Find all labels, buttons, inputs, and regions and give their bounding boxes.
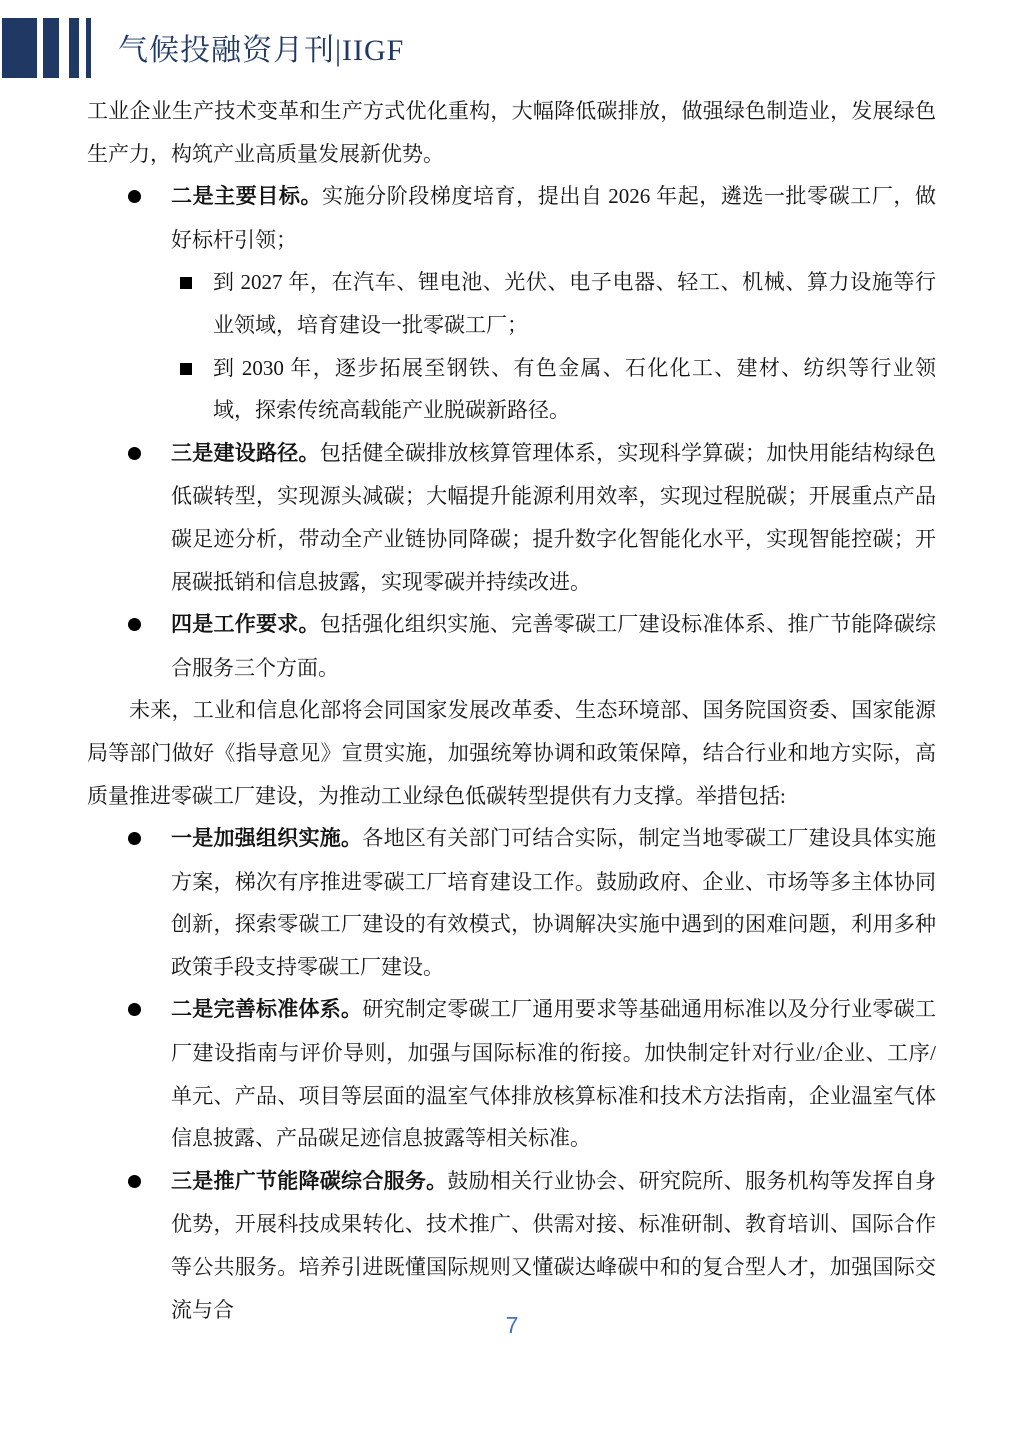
- bullet-dot-icon: [128, 618, 141, 631]
- continuation-paragraph: 工业企业生产技术变革和生产方式优化重构，大幅降低碳排放，做强绿色制造业，发展绿色生产力，构筑产业高质量发展新优势。: [87, 99, 936, 166]
- bullet-lead: 三是建设路径。: [171, 441, 320, 465]
- bullet-lead: 三是推广节能降碳综合服务。: [171, 1169, 448, 1193]
- bullet-text: [171, 817, 936, 988]
- bullet-lead: 二是完善标准体系。: [171, 998, 363, 1022]
- logo-bar-icon: [86, 18, 91, 78]
- bullet-text: [171, 1160, 936, 1331]
- future-plans-paragraph: 未来，工业和信息化部将会同国家发展改革委、生态环境部、国务院国资委、国家能源局等部门做好《指导意见》宣贯实施，加强统筹协调和政策保障，结合行业和地方实际，高质量推进零碳工厂建设，为推动工业绿色低碳转型提供有力支撑。举措包括:: [87, 698, 936, 808]
- sub-bullet-text: 到 2030 年，逐步拓展至钢铁、有色金属、石化化工、建材、纺织等行业领域，探索传统高载能产业脱碳新路径。: [213, 355, 936, 423]
- bullet-text: [171, 175, 936, 261]
- iigf-logo-icon: [2, 18, 97, 78]
- bullet-item-strengthen-implementation: [87, 817, 936, 988]
- bullet-body: 鼓励相关行业协会、研究院所、服务机构等发挥自身优势，开展科技成果转化、技术推广、供需对接、标准研制、教育培训、国际合作等公共服务。培养引进既懂国际规则又懂碳达峰碳中和的复合型人才，加强国际交流与合: [171, 1168, 936, 1322]
- bullet-text: [171, 432, 936, 603]
- sub-bullet-text: 到 2027 年，在汽车、锂电池、光伏、电子电器、轻工、机械、算力设施等行业领域，培育建设一批零碳工厂；: [213, 270, 936, 337]
- logo-bar-icon: [2, 18, 37, 78]
- sub-bullet-item-2027: [87, 261, 936, 346]
- journal-title: 气候投融资月刊|IIGF: [118, 34, 405, 67]
- bullet-lead: 四是工作要求。: [171, 613, 320, 637]
- bullet-body: 研究制定零碳工厂通用要求等基础通用标准以及分行业零碳工厂建设指南与评价导则，加强与国际标准的衔接。加快制定针对行业/企业、工序/单元、产品、项目等层面的温室气体排放核算标准和技术方法指南，企业温室气体信息披露、产品碳足迹信息披露等相关标准。: [171, 997, 937, 1151]
- bullet-item-construction-path: [87, 432, 936, 603]
- bullet-item-standards-system: [87, 988, 936, 1159]
- bullet-item-work-requirements: [87, 603, 936, 689]
- bullet-item-main-goals: [87, 175, 936, 261]
- bullet-body: 各地区有关部门可结合实际，制定当地零碳工厂建设具体实施方案，梯次有序推进零碳工厂培育建设工作。鼓励政府、企业、市场等多主体协同创新，探索零碳工厂建设的有效模式，协调解决实施中遇到的困难问题，利用多种政策手段支持零碳工厂建设。: [171, 826, 937, 979]
- bullet-body: 包括强化组织实施、完善零碳工厂建设标准体系、推广节能降碳综合服务三个方面。: [171, 612, 937, 680]
- bullet-dot-icon: [128, 190, 141, 203]
- bullet-item-comprehensive-services: [87, 1160, 936, 1331]
- bullet-body: 包括健全碳排放核算管理体系，实现科学算碳；加快用能结构绿色低碳转型，实现源头减碳；大幅提升能源利用效率，实现过程脱碳；开展重点产品碳足迹分析，带动全产业链协同降碳；提升数字化智能化水平，实现智能控碳；开展碳抵销和信息披露，实现零碳并持续改进。: [171, 440, 937, 594]
- bullet-text: [171, 603, 936, 689]
- bullet-square-icon: [180, 363, 192, 375]
- bullet-lead: 二是主要目标。: [171, 185, 323, 209]
- bullet-dot-icon: [128, 1175, 141, 1188]
- page-number: 7: [505, 1312, 519, 1338]
- bullet-dot-icon: [128, 447, 141, 460]
- bullet-lead: 一是加强组织实施。: [171, 827, 363, 851]
- page-body: [87, 90, 936, 1331]
- logo-bar-icon: [43, 18, 59, 78]
- sub-bullet-item-2030: [87, 347, 936, 432]
- logo-bar-icon: [69, 18, 79, 78]
- bullet-text: [171, 988, 936, 1159]
- bullet-body: 实施分阶段梯度培育，提出自 2026 年起，遴选一批零碳工厂，做好标杆引领；: [171, 184, 936, 252]
- bullet-dot-icon: [128, 1003, 141, 1016]
- bullet-square-icon: [180, 277, 192, 289]
- bullet-dot-icon: [128, 832, 141, 845]
